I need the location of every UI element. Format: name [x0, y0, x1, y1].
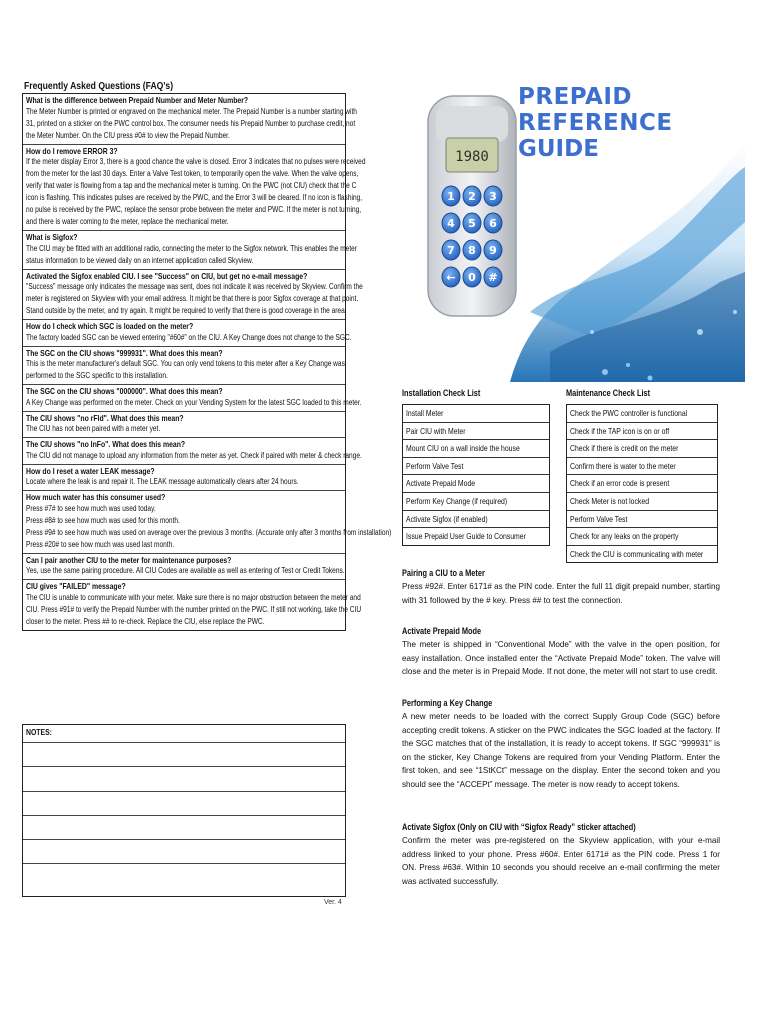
version-label: Ver. 4	[324, 899, 342, 906]
faq-answer-line: The CIU has not been paired with a meter yet.	[26, 424, 161, 433]
faq-row	[23, 231, 357, 270]
checklist-item: Perform Valve Test	[403, 458, 549, 476]
faq-question: CIU gives "FAILED" message?	[26, 581, 126, 591]
section-text: Press #92#. Enter 6171# as the PIN code. Enter the full 11 digit prepaid number, starting with 31 followed by the # key. Press ## to test the connection.	[402, 582, 720, 605]
section-heading: Activate Prepaid Mode	[402, 626, 482, 636]
faq-answer-line: Press #9# to see how much was used on average over the previous 3 months. (Accurate only after 3 months from installation)	[26, 527, 392, 537]
keypad-key-label: ←	[446, 271, 456, 284]
faq-answer-line: verify that water is flowing from a tap and the mechanical meter is turning. On the PWC (not CIU) check that the C	[26, 181, 357, 190]
checklist-item: Check if there is credit on the meter	[567, 440, 717, 458]
faq-row	[23, 347, 345, 386]
notes-line	[23, 743, 345, 767]
faq-row	[23, 145, 366, 232]
faq-question: Can I pair another CIU to the meter for maintenance purposes?	[26, 554, 232, 565]
faq-answer-line: "Success" message only indicates the message was sent, does not indicate it was received by Skyview. Confirm the	[26, 282, 363, 291]
checklist-item: Mount CIU on a wall inside the house	[403, 440, 549, 458]
faq-question: The CIU shows "no rFld". What does this mean?	[26, 412, 184, 423]
faq-question: Activated the Sigfox enabled CIU. I see "Success" on CIU, but get no e-mail message?	[26, 270, 308, 281]
checklist-item: Confirm there is water to the meter	[567, 458, 717, 476]
faq-answer-line: The CIU is unable to communicate with your meter. Make sure there is no major obstruction between the meter and	[26, 592, 361, 602]
faq-answer-line: performed to the SGC specific to this installation.	[26, 371, 168, 380]
faq-question: The CIU shows "no InFo". What does this mean?	[26, 439, 186, 449]
section-pairing	[402, 568, 720, 607]
faq-answer-line: This is the meter manufacturer's default SGC. You can only vend tokens to this meter after a Key Change was	[26, 359, 345, 368]
keypad-key-label: 2	[468, 190, 476, 203]
faq-answer-line: the Meter Number. On the CIU press #0# to view the Prepaid Number.	[26, 130, 230, 140]
faq-answer-line: and there is water coming to the meter, replace the mechanical meter.	[26, 217, 229, 226]
faq-answer-line: status information to be viewed daily on an internet application called Skyview.	[26, 255, 254, 265]
guide-title-line2: GUIDE	[518, 136, 599, 162]
faq-answer-line: Press #7# to see how much was used today.	[26, 503, 156, 513]
checklist-item: Perform Key Change (if required)	[403, 493, 549, 511]
notes-line	[23, 840, 345, 864]
checklist-item: Check if an error code is present	[567, 475, 717, 493]
faq-row	[23, 438, 362, 465]
installation-title: Installation Check List	[402, 388, 481, 398]
faq-row	[23, 94, 357, 145]
faq-row	[23, 320, 352, 347]
faq-answer-line: Yes, use the same pairing procedure. All CIU Codes are available as well as entering of Test or Credit Tokens.	[26, 566, 345, 575]
checklist-item: Pair CIU with Meter	[403, 423, 549, 441]
faq-title: Frequently Asked Questions (FAQ's)	[24, 80, 174, 92]
keypad-key-label: 9	[489, 244, 497, 257]
keypad-key-label: 7	[447, 244, 455, 257]
lcd-value: 1980	[455, 149, 489, 165]
section-heading: Activate Sigfox (Only on CIU with “Sigfox Ready” sticker attached)	[402, 822, 636, 832]
keypad-key-label: 1	[447, 190, 455, 203]
checklist-item: Check if the TAP icon is on or off	[567, 423, 717, 441]
checklist-item: Check Meter is not locked	[567, 493, 717, 511]
faq-table	[22, 93, 392, 631]
notes-line	[23, 767, 345, 791]
faq-answer-line: closer to the meter. Press ## to re-check. Replace the CIU, else replace the PWC.	[26, 616, 265, 626]
keypad-key-label: 6	[489, 217, 497, 230]
guide-title: PREPAID REFERENCE	[518, 84, 673, 136]
keypad-key-label: 3	[489, 190, 497, 203]
section-text: The meter is shipped in “Conventional Mode” with the valve in the open position, for easy installation. Once installed enter the “Activate Prepaid Mode” token. The valve will close and the meter is in Prepaid Mode. If not done, the meter will not start to use credit.	[402, 640, 720, 677]
faq-question: How do I check which SGC is loaded on the meter?	[26, 321, 194, 331]
maintenance-title: Maintenance Check List	[566, 388, 651, 398]
faq-answer-line: Press #20# to see how much was used last month.	[26, 539, 175, 549]
faq-answer-line: meter is registered on Skyview with your email address. It might be that there is poor Sigfox coverage at that point.	[26, 294, 359, 303]
faq-row	[23, 412, 345, 439]
faq-question: How do I reset a water LEAK message?	[26, 465, 155, 476]
checklist-item: Check for any leaks on the property	[567, 528, 717, 546]
faq-row	[23, 385, 362, 412]
faq-row	[23, 554, 345, 581]
faq-question: How do I remove ERROR 3?	[26, 145, 118, 156]
faq-answer-line: from the meter for the last 30 days. Enter a Valve Test token, to temporarily open the valve. When the valve opens,	[26, 169, 359, 178]
faq-answer-line: no pulse is received by the PWC, replace the sensor probe between the meter and PWC. If the meter is not turning,	[26, 205, 362, 214]
faq-answer-line: The CIU did not manage to upload any information from the meter as yet. Check if paired with meter & check range.	[26, 450, 362, 460]
faq-answer-line: 31, printed on a sticker on the PWC control box. The consumer needs his Prepaid Number to purchase credit, not	[26, 118, 356, 128]
keypad-key-label: 4	[447, 217, 455, 230]
faq-row	[23, 580, 362, 630]
section-activate-prepaid	[402, 626, 720, 679]
faq-answer-line: The factory loaded SGC can be viewed entering "#60#" on the CIU. A Key Change does not change to the SGC.	[26, 332, 352, 342]
keypad-key-label: 0	[468, 271, 476, 284]
faq-answer-line: If the meter display Error 3, there is a good chance the valve is closed. Error 3 indicates that no pulses were received	[26, 157, 366, 166]
faq-question: What is Sigfox?	[26, 232, 78, 242]
notes-line	[23, 792, 345, 816]
faq-row	[23, 465, 345, 492]
notes-box	[22, 724, 346, 897]
maintenance-checklist	[566, 404, 718, 563]
notes-label: NOTES:	[23, 725, 345, 743]
checklist-item: Check the PWC controller is functional	[567, 405, 717, 423]
section-text: A new meter needs to be loaded with the correct Supply Group Code (SGC) before accepting credit tokens. A sticker on the PWC indicates the SGC loaded at the factory. If the SGC matches that of the installation, it is ready to accept tokens. If SGC “999931” is on the sticker, Key Change Tokens are required from your Vending Platform. Enter the first token, and see “1StKCt” message on the display. Enter the second token and you should see the “ACCEPt” message. The meter is now ready to accept tokens.	[402, 712, 720, 789]
checklist-item: Issue Prepaid User Guide to Consumer	[406, 531, 526, 542]
faq-row	[23, 270, 363, 321]
checklist-item: Activate Prepaid Mode	[403, 475, 549, 493]
faq-answer-line: Press #8# to see how much was used for this month.	[26, 515, 180, 525]
checklist-item: Perform Valve Test	[567, 511, 717, 529]
faq-question: The SGC on the CIU shows "000000". What does this mean?	[26, 386, 223, 396]
faq-question: The SGC on the CIU shows "999931". What does this mean?	[26, 347, 223, 358]
faq-answer-line: Stand outside by the meter, and try again. It might be required to verify that there is good coverage in the area.	[26, 306, 347, 315]
faq-answer-line: A Key Change was performed on the meter. Check on your Vending System for the latest SGC loaded to this meter.	[26, 397, 362, 407]
faq-answer-line: icon is flashing. This indicates pulses are received by the PWC, and the Error 3 will be cleared. If no icon is flashing,	[26, 193, 363, 202]
faq-answer-line: The CIU may be fitted with an additional radio, connecting the meter to the Sigfox network. This enables the meter	[26, 243, 357, 253]
faq-answer-line: The Meter Number is printed or engraved on the mechanical meter. The Prepaid Number is a number starting with	[26, 106, 357, 116]
section-heading: Performing a Key Change	[402, 698, 493, 708]
keypad-key-label: 5	[468, 217, 476, 230]
checklist-item: Activate Sigfox (if enabled)	[403, 511, 549, 529]
faq-answer-line: CIU. Press #91# to verify the Prepaid Number with the number printed on the PWC. If still not working, take the CIU	[26, 604, 362, 614]
notes-line	[23, 816, 345, 840]
checklist-item: Check the CIU is communicating with meter	[570, 548, 704, 559]
faq-question: How much water has this consumer used?	[26, 492, 166, 502]
faq-answer-line: Locate where the leak is and repair it. The LEAK message automatically clears after 24 hours.	[26, 477, 299, 486]
notes-line	[23, 864, 345, 887]
faq-row	[23, 491, 392, 554]
section-heading: Pairing a CIU to a Meter	[402, 568, 485, 578]
installation-checklist	[402, 404, 550, 546]
keypad-key-label: #	[488, 271, 498, 284]
keypad-key-label: 8	[468, 244, 476, 257]
section-key-change	[402, 698, 720, 792]
section-sigfox	[402, 822, 720, 888]
checklist-item: Install Meter	[403, 405, 549, 423]
section-text: Confirm the meter was pre-registered on the Skyview application, with your e-mail address linked to your phone. Press #60#. Enter 6171# as the PIN code. Press 1 for ON. Press #63#. Within 10 seconds you should receive an e-mail confirming the meter was activated successfully.	[402, 836, 720, 886]
faq-question: What is the difference between Prepaid Number and Meter Number?	[26, 95, 249, 105]
